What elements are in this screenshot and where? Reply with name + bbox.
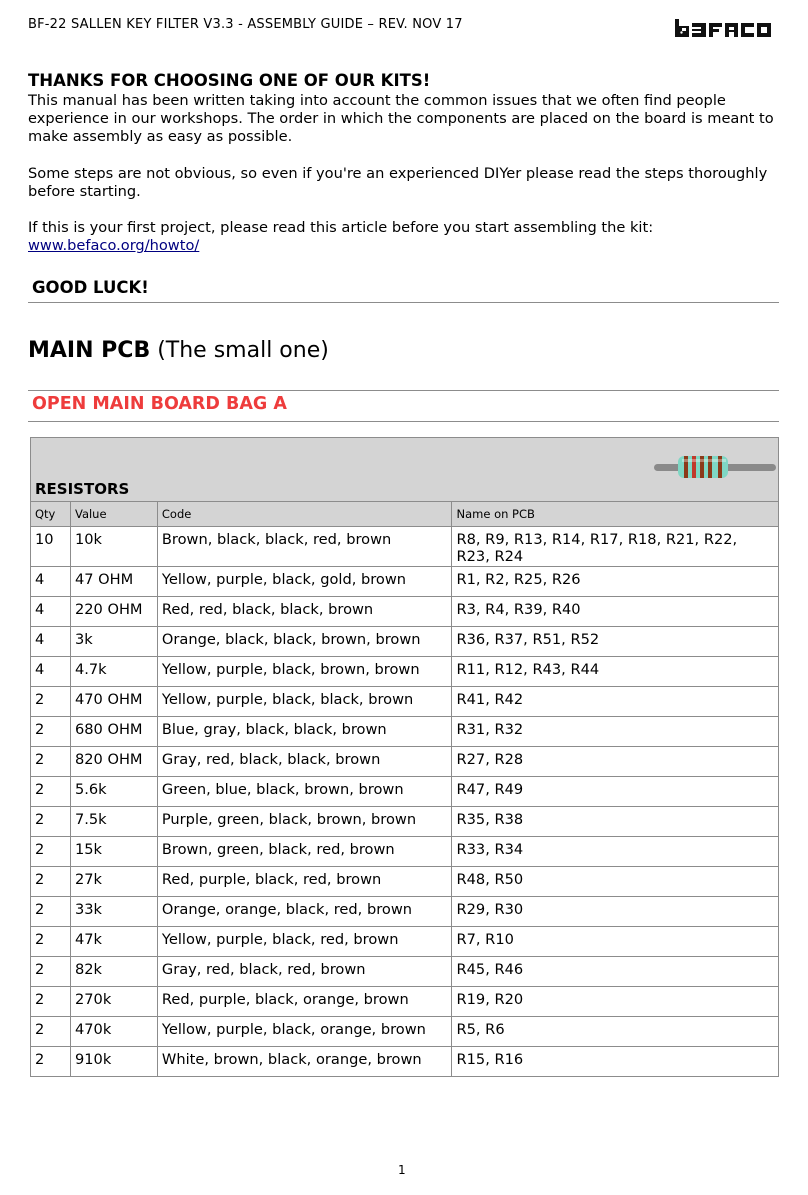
table-row	[31, 777, 779, 807]
table-row	[31, 627, 779, 657]
resistors-table	[30, 437, 779, 1077]
cell-pcb-name: R7, R10	[452, 927, 779, 957]
page-number: 1	[398, 1163, 406, 1177]
cell-qty: 4	[31, 597, 71, 627]
cell-value: 470k	[70, 1017, 157, 1047]
cell-value: 10k	[70, 527, 157, 567]
table-row	[31, 1017, 779, 1047]
cell-code: Yellow, purple, black, orange, brown	[157, 1017, 452, 1047]
cell-qty: 2	[31, 837, 71, 867]
table-row	[31, 897, 779, 927]
cell-value: 47 OHM	[70, 567, 157, 597]
table-row	[31, 747, 779, 777]
cell-value: 910k	[70, 1047, 157, 1077]
cell-code: Brown, green, black, red, brown	[157, 837, 452, 867]
cell-qty: 10	[31, 527, 71, 567]
cell-value: 470 OHM	[70, 687, 157, 717]
table-row	[31, 527, 779, 567]
howto-link[interactable]: www.befaco.org/howto/	[28, 237, 200, 255]
cell-code: Gray, red, black, red, brown	[157, 957, 452, 987]
table-row	[31, 987, 779, 1017]
document-header-title: BF-22 SALLEN KEY FILTER V3.3 - ASSEMBLY GUIDE – REV. NOV 17	[28, 17, 463, 32]
cell-qty: 2	[31, 777, 71, 807]
cell-value: 27k	[70, 867, 157, 897]
divider	[28, 421, 779, 422]
cell-pcb-name: R5, R6	[452, 1017, 779, 1047]
intro-paragraph-3: If this is your first project, please read this article before you start assembling the kit:	[28, 219, 654, 237]
cell-value: 3k	[70, 627, 157, 657]
cell-pcb-name: R27, R28	[452, 747, 779, 777]
resistor-icon	[652, 450, 778, 484]
cell-value: 820 OHM	[70, 747, 157, 777]
cell-qty: 4	[31, 657, 71, 687]
table-row	[31, 837, 779, 867]
intro-paragraph-1: This manual has been written taking into account the common issues that we often find people experience in our workshops. The order in which the components are placed on the board is meant to make assembly as easy as possible.	[28, 92, 774, 146]
table-row	[31, 657, 779, 687]
cell-qty: 2	[31, 687, 71, 717]
cell-qty: 2	[31, 747, 71, 777]
table-row	[31, 597, 779, 627]
cell-code: Red, purple, black, red, brown	[157, 867, 452, 897]
main-pcb-title-bold: MAIN PCB	[28, 338, 151, 363]
cell-value: 82k	[70, 957, 157, 987]
cell-code: Green, blue, black, brown, brown	[157, 777, 452, 807]
cell-code: Red, red, black, black, brown	[157, 597, 452, 627]
cell-value: 47k	[70, 927, 157, 957]
cell-pcb-name: R47, R49	[452, 777, 779, 807]
cell-code: Yellow, purple, black, gold, brown	[157, 567, 452, 597]
befaco-logo	[675, 19, 777, 39]
resistors-title-row	[31, 438, 779, 502]
table-row	[31, 867, 779, 897]
cell-pcb-name: R45, R46	[452, 957, 779, 987]
table-row	[31, 957, 779, 987]
main-pcb-title	[28, 338, 329, 363]
cell-pcb-name: R29, R30	[452, 897, 779, 927]
cell-qty: 2	[31, 957, 71, 987]
cell-qty: 4	[31, 627, 71, 657]
cell-value: 680 OHM	[70, 717, 157, 747]
table-row	[31, 927, 779, 957]
cell-qty: 2	[31, 717, 71, 747]
cell-qty: 4	[31, 567, 71, 597]
cell-pcb-name: R35, R38	[452, 807, 779, 837]
cell-code: Purple, green, black, brown, brown	[157, 807, 452, 837]
table-header-row	[31, 502, 779, 527]
column-header-pcb-name: Name on PCB	[452, 502, 779, 527]
cell-value: 4.7k	[70, 657, 157, 687]
cell-qty: 2	[31, 987, 71, 1017]
cell-code: Yellow, purple, black, black, brown	[157, 687, 452, 717]
column-header-code: Code	[157, 502, 452, 527]
column-header-qty: Qty	[31, 502, 71, 527]
intro-section	[28, 70, 783, 255]
cell-qty: 2	[31, 1017, 71, 1047]
good-luck-heading: GOOD LUCK!	[32, 278, 149, 297]
divider	[28, 390, 779, 391]
cell-value: 15k	[70, 837, 157, 867]
table-row	[31, 807, 779, 837]
cell-pcb-name: R48, R50	[452, 867, 779, 897]
cell-code: White, brown, black, orange, brown	[157, 1047, 452, 1077]
cell-value: 270k	[70, 987, 157, 1017]
cell-qty: 2	[31, 807, 71, 837]
table-row	[31, 1047, 779, 1077]
cell-qty: 2	[31, 897, 71, 927]
cell-pcb-name: R15, R16	[452, 1047, 779, 1077]
cell-code: Yellow, purple, black, red, brown	[157, 927, 452, 957]
cell-pcb-name: R11, R12, R43, R44	[452, 657, 779, 687]
cell-value: 5.6k	[70, 777, 157, 807]
cell-qty: 2	[31, 1047, 71, 1077]
cell-pcb-name: R41, R42	[452, 687, 779, 717]
cell-pcb-name: R33, R34	[452, 837, 779, 867]
cell-pcb-name: R8, R9, R13, R14, R17, R18, R21, R22, R23, R24	[452, 527, 779, 567]
cell-pcb-name: R1, R2, R25, R26	[452, 567, 779, 597]
table-row	[31, 567, 779, 597]
column-header-value: Value	[70, 502, 157, 527]
cell-pcb-name: R31, R32	[452, 717, 779, 747]
table-row	[31, 717, 779, 747]
main-pcb-title-subtitle: (The small one)	[150, 338, 329, 363]
cell-code: Blue, gray, black, black, brown	[157, 717, 452, 747]
cell-value: 220 OHM	[70, 597, 157, 627]
cell-qty: 2	[31, 927, 71, 957]
cell-code: Yellow, purple, black, brown, brown	[157, 657, 452, 687]
table-row	[31, 687, 779, 717]
cell-code: Orange, black, black, brown, brown	[157, 627, 452, 657]
cell-qty: 2	[31, 867, 71, 897]
intro-paragraph-2: Some steps are not obvious, so even if you're an experienced DIYer please read the steps thoroughly before starting.	[28, 164, 768, 200]
bag-title: OPEN MAIN BOARD BAG A	[32, 394, 287, 414]
cell-code: Brown, black, black, red, brown	[157, 527, 452, 567]
cell-code: Orange, orange, black, red, brown	[157, 897, 452, 927]
intro-heading: THANKS FOR CHOOSING ONE OF OUR KITS!	[28, 71, 431, 90]
cell-code: Red, purple, black, orange, brown	[157, 987, 452, 1017]
cell-pcb-name: R3, R4, R39, R40	[452, 597, 779, 627]
cell-code: Gray, red, black, black, brown	[157, 747, 452, 777]
cell-pcb-name: R19, R20	[452, 987, 779, 1017]
cell-pcb-name: R36, R37, R51, R52	[452, 627, 779, 657]
divider	[28, 302, 779, 303]
cell-value: 7.5k	[70, 807, 157, 837]
resistors-section-label: RESISTORS	[35, 480, 130, 498]
cell-value: 33k	[70, 897, 157, 927]
